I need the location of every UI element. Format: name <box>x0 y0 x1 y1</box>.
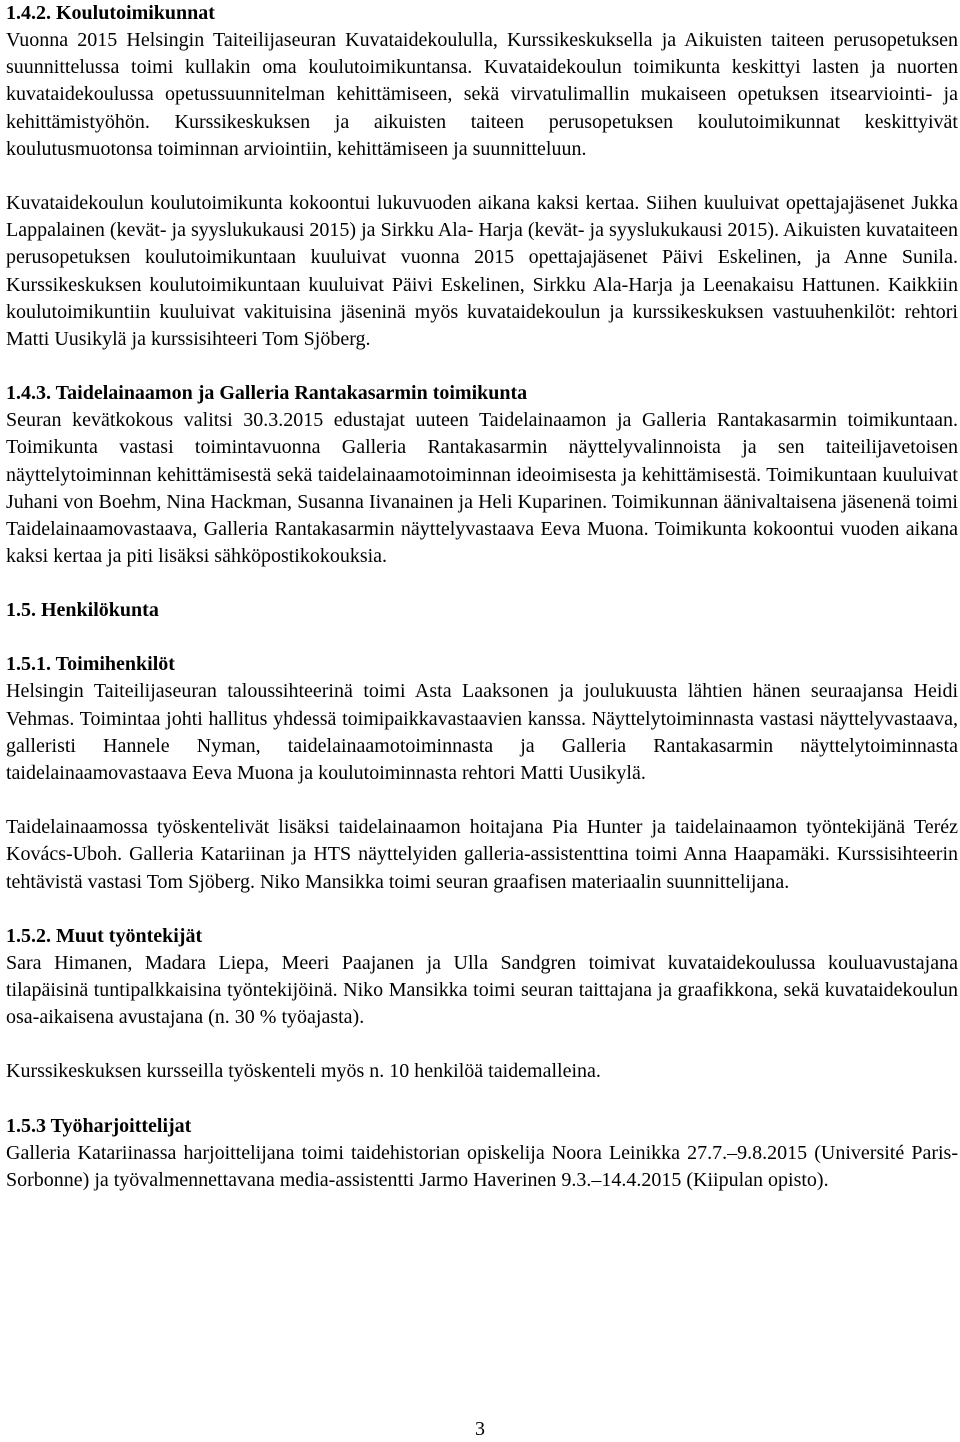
section-heading-1-4-3: 1.4.3. Taidelainaamon ja Galleria Rantakasarmin toimikunta <box>6 382 528 405</box>
section-heading-1-5-3: 1.5.3 Työharjoittelijat <box>6 1114 192 1137</box>
paragraph-taidelainaamo-staff: Taidelainaamossa työskentelivät lisäksi taidelainaamon hoitajana Pia Hunter ja taidelainaamon työntekijänä Teréz Kovács-Uboh. Galleria Katariinan ja HTS näyttelyiden galleria-assistenttina toimi Anna Haapamäki. Kurssisihteerin tehtävistä vastasi Tom Sjöberg. Niko Mansikka toimi seuran graafisen materiaalin suunnittelijana. <box>6 816 958 893</box>
paragraph-spacer <box>6 353 958 380</box>
document-page <box>6 0 958 1194</box>
paragraph-muut-tyontekijat: Sara Himanen, Madara Liepa, Meeri Paajanen ja Ulla Sandgren toimivat kuvataidekoulussa kouluavustajana tilapäisinä tuntipalkkaisina työntekijöinä. Niko Mansikka toimi seuran taittajana ja graafikkona, sekä kuvataidekoulun osa-aikaisena avustajana (n. 30 % työajasta). <box>6 951 958 1029</box>
paragraph-toimihenkilot: Helsingin Taiteilijaseuran taloussihteerinä toimi Asta Laaksonen ja joulukuusta lähtien hänen seuraajansa Heidi Vehmas. Toimintaa johti hallitus yhdessä toimipaikkavastaavien kanssa. Näyttelytoiminnasta vastasi näyttelyvastaava, galleristi Hannele Nyman, taidelainaamotoiminnasta ja Galleria Rantakasarmin näyttelytoiminnasta taidelainaamovastaava Eeva Muona ja koulutoiminnasta rehtori Matti Uusikylä. <box>6 680 958 785</box>
paragraph-spacer <box>6 787 958 814</box>
paragraph-koulutoimikunnat-members: Kuvataidekoulun koulutoimikunta kokoontui lukuvuoden aikana kaksi kertaa. Siihen kuuluivat opettajajäsenet Jukka Lappalainen (kevät- ja syyslukukausi 2015) ja Sirkku Ala- Harja (kevät- ja syyslukukausi 2015). Aikuisten kuvataiteen perusopetuksen koulutoimikuntaan kuuluivat vuonna 2015 opettajajäsenet Päivi Eskelinen, ja Anne Sunila. Kurssikeskuksen koulutoimikuntaan kuuluivat Päivi Eskelinen, Sirkku Ala-Harja ja Leenakaisu Hattunen. Kaikkiin koulutoimikuntiin kuuluivat vakituisina jäseninä myös kuvataidekoulun ja kurssikeskuksen vastuuhenkilöt: rehtori Matti Uusikylä ja kurssisihteeri Tom Sjöberg. <box>6 192 958 351</box>
section-heading-1-5-1: 1.5.1. Toimihenkilöt <box>6 653 175 676</box>
paragraph-tyoharjoittelijat: Galleria Katariinassa harjoittelijana toimi taidehistorian opiskelija Noora Leinikka 27.7.–9.8.2015 (Université Paris-Sorbonne) ja työvalmennettavana media-assistentti Jarmo Haverinen 9.3.–14.4.2015 (Kiipulan opisto). <box>6 1141 958 1191</box>
paragraph-spacer <box>6 1031 958 1058</box>
section-heading-1-5: 1.5. Henkilökunta <box>6 599 159 622</box>
paragraph-spacer <box>6 163 958 190</box>
paragraph-koulutoimikunnat-intro: Vuonna 2015 Helsingin Taiteilijaseuran Kuvataidekoululla, Kurssikeskuksella ja Aikuisten taiteen perusopetuksen suunnittelussa toimi kullakin oma koulutoimikuntansa. Kuvataidekoulun toimikunta keskittyi lasten ja nuorten kuvataidekoulussa opetussuunnitelman kehittämiseen, sekä virvatulimallin mukaiseen opetuksen itsearviointi- ja kehittämistyöhön. Kurssikeskuksen ja aikuisten taiteen perusopetuksen koulutoimikunnat keskittyivät koulutusmuotonsa toiminnan arviointiin, kehittämiseen ja suunnitteluun. <box>6 29 958 160</box>
paragraph-spacer <box>6 896 958 923</box>
section-heading-1-5-2: 1.5.2. Muut työntekijät <box>6 924 203 947</box>
paragraph-taidemallit: Kurssikeskuksen kursseilla työskenteli myös n. 10 henkilöä taidemalleina. <box>6 1060 601 1083</box>
paragraph-spacer <box>6 624 958 651</box>
paragraph-spacer <box>6 1086 958 1113</box>
paragraph-spacer <box>6 570 958 597</box>
paragraph-taidelainaamo-toimikunta: Seuran kevätkokous valitsi 30.3.2015 edustajat uuteen Taidelainaamon ja Galleria Rantakasarmin toimikuntaan. Toimikunta vastasi toimintavuonna Galleria Rantakasarmin näyttelyvalinnoista ja sen taiteilijavetoisen näyttelytoiminnan kehittämisestä sekä taidelainaamotoiminnan ideoimisesta ja kehittämisestä. Toimikuntaan kuuluivat Juhani von Boehm, Nina Hackman, Susanna Iivanainen ja Heli Kuparinen. Toimikunnan äänivaltaisena jäsenenä toimi Taidelainaamovastaava, Galleria Rantakasarmin näyttelyvastaava Eeva Muona. Toimikunta kokoontui vuoden aikana kaksi kertaa ja piti lisäksi sähköpostikokouksia. <box>6 409 958 568</box>
section-heading-1-4-2: 1.4.2. Koulutoimikunnat <box>6 2 215 24</box>
page-number: 3 <box>475 1418 485 1440</box>
